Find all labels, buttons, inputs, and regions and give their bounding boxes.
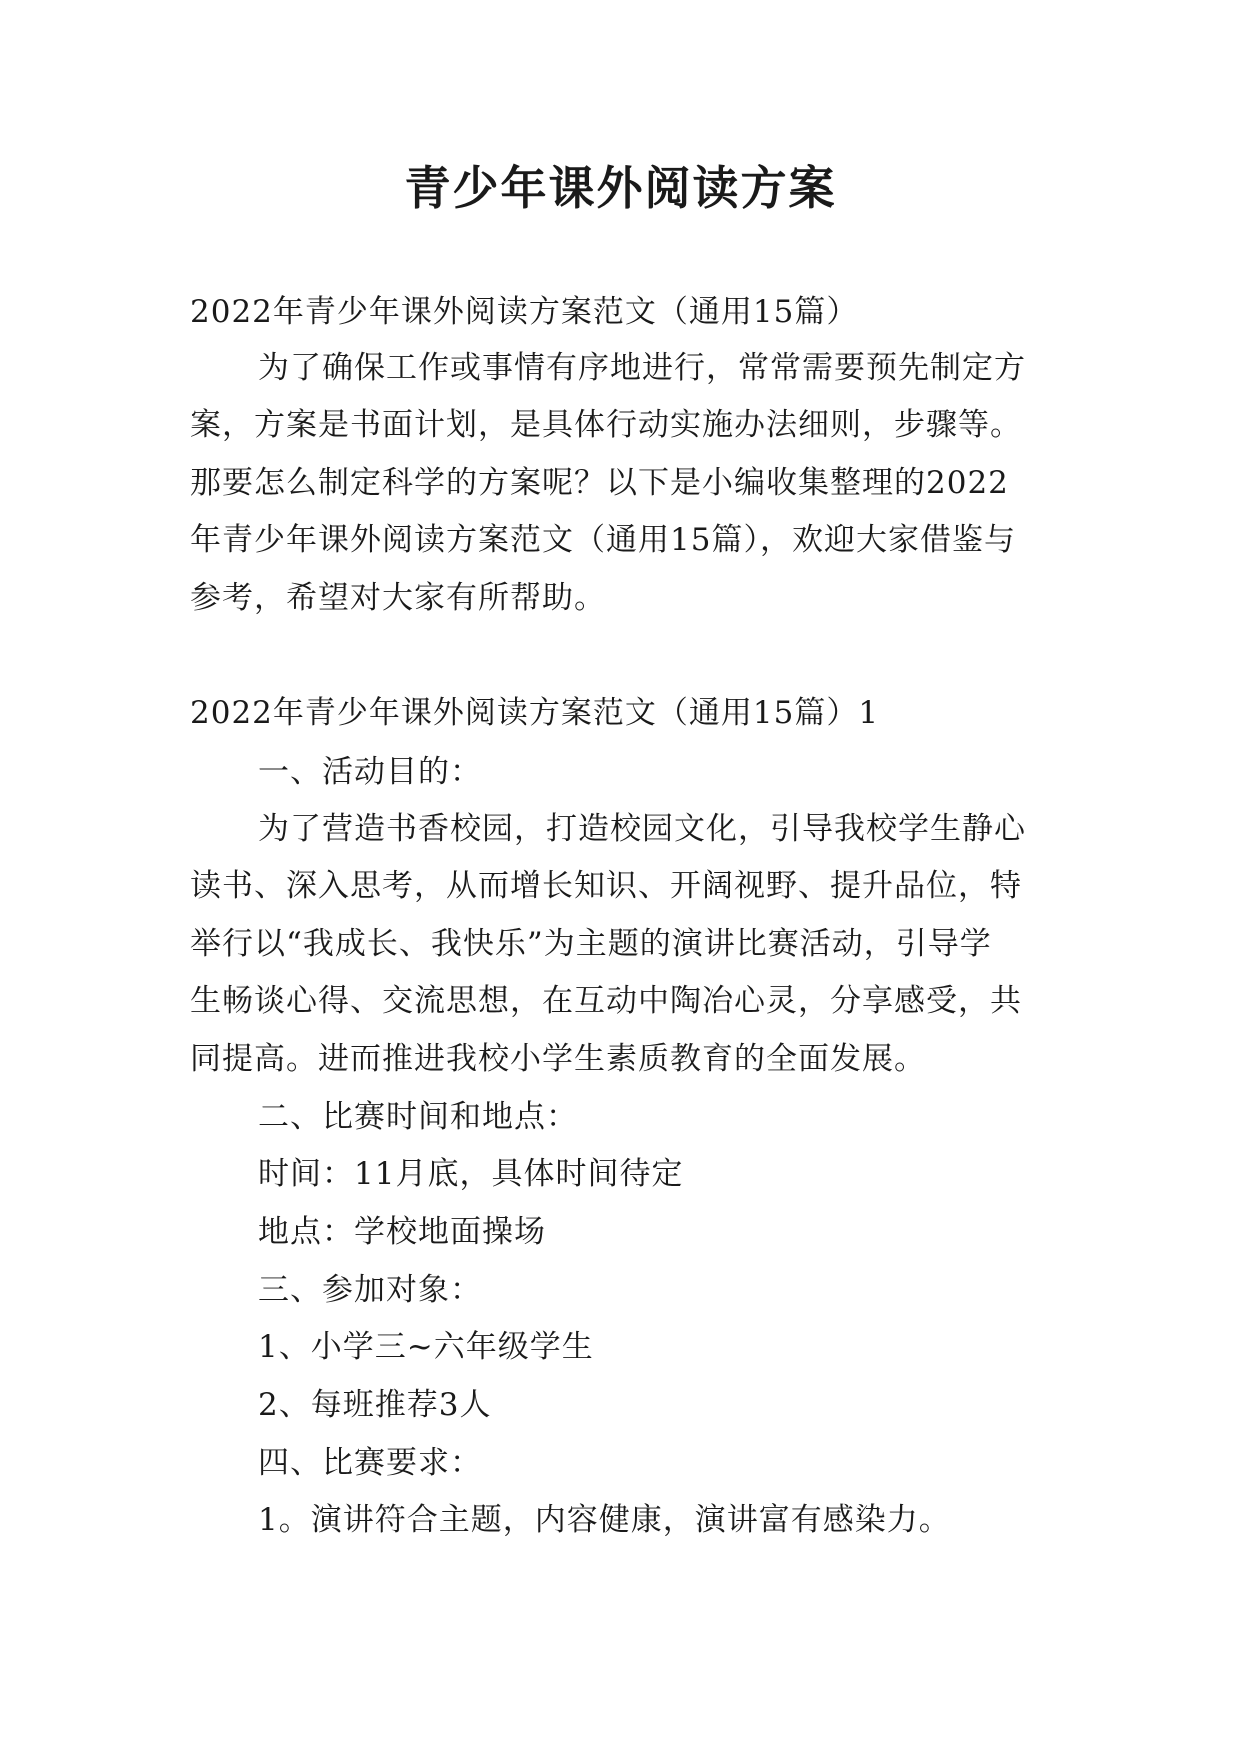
document-title: 青少年课外阅读方案 xyxy=(404,161,837,215)
intro-line-2: 案，方案是书面计划，是具体行动实施办法细则，步骤等。 xyxy=(190,407,1022,443)
body-line-7: 二、比赛时间和地点： xyxy=(258,1099,578,1135)
main-heading: 2022年青少年课外阅读方案范文（通用15篇） xyxy=(190,294,859,330)
body-line-10: 三、参加对象： xyxy=(258,1272,482,1308)
intro-line-5: 参考，希望对大家有所帮助。 xyxy=(190,580,606,616)
body-line-1: 一、活动目的： xyxy=(258,754,482,790)
body-line-11: 1、小学三~六年级学生 xyxy=(258,1329,594,1365)
intro-line-4: 年青少年课外阅读方案范文（通用15篇），欢迎大家借鉴与 xyxy=(190,522,1016,558)
body-line-8: 时间：11月底，具体时间待定 xyxy=(258,1156,684,1192)
intro-line-1: 为了确保工作或事情有序地进行，常常需要预先制定方 xyxy=(258,350,1026,386)
body-line-5: 生畅谈心得、交流思想，在互动中陶冶心灵，分享感受，共 xyxy=(190,983,1022,1019)
body-line-6: 同提高。进而推进我校小学生素质教育的全面发展。 xyxy=(190,1041,926,1077)
body-line-13: 四、比赛要求： xyxy=(258,1445,482,1481)
body-line-2: 为了营造书香校园，打造校园文化，引导我校学生静心 xyxy=(258,811,1026,847)
intro-line-3: 那要怎么制定科学的方案呢？以下是小编收集整理的2022 xyxy=(190,465,1009,501)
body-line-3: 读书、深入思考，从而增长知识、开阔视野、提升品位，特 xyxy=(190,868,1022,904)
body-line-14: 1。演讲符合主题，内容健康，演讲富有感染力。 xyxy=(258,1502,951,1538)
section-heading: 2022年青少年课外阅读方案范文（通用15篇）1 xyxy=(190,695,880,731)
body-line-9: 地点：学校地面操场 xyxy=(258,1214,546,1250)
body-line-12: 2、每班推荐3人 xyxy=(258,1387,492,1423)
body-line-4: 举行以“我成长、我快乐”为主题的演讲比赛活动，引导学 xyxy=(190,926,992,962)
